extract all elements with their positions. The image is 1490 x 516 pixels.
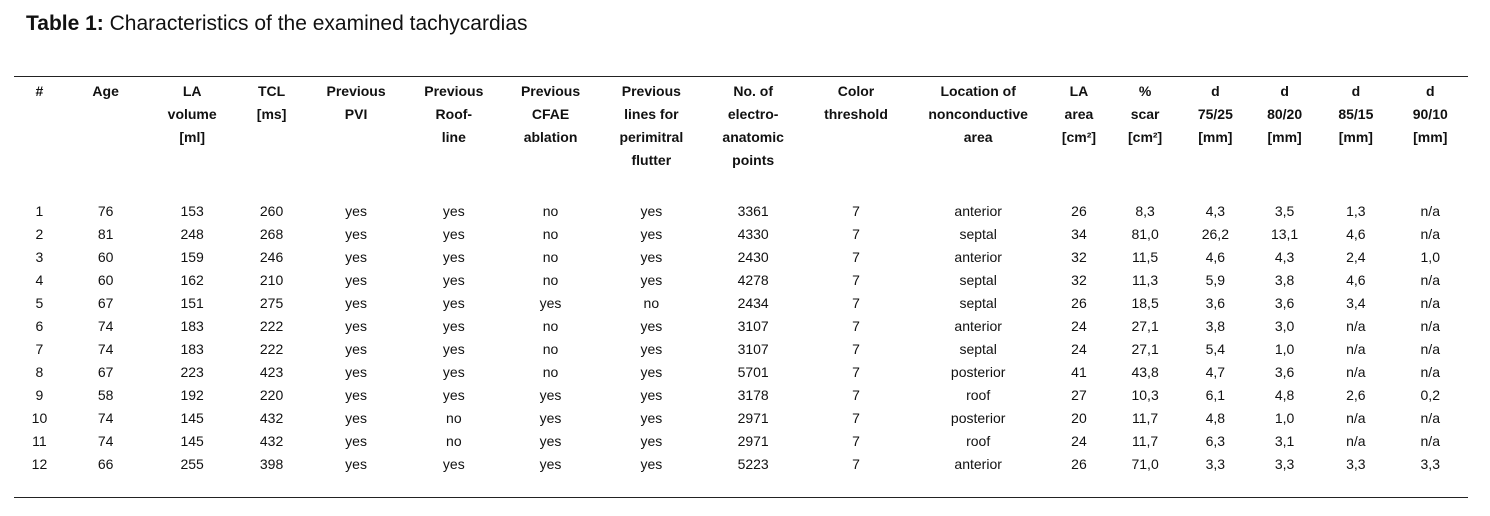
column-header: Previous Roof- line (424, 83, 484, 145)
table-cell: 11,7 (1132, 433, 1159, 449)
table-cell: 398 (259, 456, 284, 472)
table-cell: yes (539, 433, 562, 449)
table-cell: 41 (1071, 364, 1087, 380)
table-cell: 3107 (737, 341, 769, 357)
column-header: LA area [cm²] (1061, 83, 1097, 145)
table-cell: yes (640, 226, 663, 242)
column-header: No. of electro- anatomic points (722, 83, 784, 168)
table-cell: 5,4 (1205, 341, 1226, 357)
table-cell: 7 (852, 364, 860, 380)
table-cell: 183 (180, 341, 204, 357)
table-cell: 74 (97, 318, 114, 334)
column-header: Previous PVI (326, 83, 386, 122)
table-cell: 0,2 (1420, 387, 1440, 403)
table-row (14, 338, 1468, 361)
table-cell: septal (959, 226, 997, 242)
table-cell: no (542, 341, 559, 357)
table-cell: 71,0 (1131, 456, 1159, 472)
column-header: # (35, 83, 44, 99)
table-cell: 1,0 (1420, 249, 1440, 265)
table-title (26, 12, 528, 36)
table-header (14, 80, 1468, 200)
table-cell: roof (966, 433, 991, 449)
table-cell: 74 (97, 410, 114, 426)
table-cell: n/a (1420, 203, 1440, 219)
table-row (14, 384, 1468, 407)
table-cell: anterior (954, 249, 1002, 265)
table-cell: 60 (97, 249, 114, 265)
table-cell: 145 (180, 410, 204, 426)
table-row (14, 246, 1468, 269)
table-cell: 7 (852, 226, 860, 242)
table-cell: 2,6 (1346, 387, 1366, 403)
table-cell: 3,8 (1274, 272, 1295, 288)
header-row (14, 80, 1468, 200)
table-cell: 5701 (737, 364, 769, 380)
table-cell: 248 (180, 226, 204, 242)
table-cell: 423 (259, 364, 284, 380)
table-cell: yes (345, 203, 367, 219)
table-cell: yes (345, 318, 367, 334)
table-cell: 6,1 (1205, 387, 1226, 403)
table-cell: yes (640, 410, 663, 426)
table-cell: septal (959, 272, 997, 288)
table-cell: 4 (35, 272, 44, 288)
table-cell: 260 (259, 203, 284, 219)
table-cell: 81 (97, 226, 114, 242)
table-cell: yes (442, 295, 465, 311)
column-header: LA volume [ml] (167, 83, 217, 145)
table-cell: yes (640, 249, 663, 265)
table-cell: 183 (180, 318, 204, 334)
table-cell: anterior (954, 456, 1002, 472)
table-cell: posterior (950, 410, 1006, 426)
table-cell: yes (345, 226, 367, 242)
table-cell: yes (640, 364, 663, 380)
table-cell: 210 (259, 272, 284, 288)
table-cell: 159 (180, 249, 204, 265)
table-cell: 268 (259, 226, 284, 242)
table-title-text: Characteristics of the examined tachycardias (109, 12, 528, 35)
table-cell: 2,4 (1346, 249, 1366, 265)
table-row (14, 292, 1468, 315)
column-header: Age (92, 83, 119, 99)
table-cell: 4,3 (1205, 203, 1226, 219)
table-cell: 43,8 (1131, 364, 1159, 380)
table-cell: n/a (1346, 318, 1366, 334)
table-cell: 2434 (737, 295, 769, 311)
table-row (14, 315, 1468, 338)
table-cell: 3107 (737, 318, 769, 334)
table-cell: 1,3 (1346, 203, 1366, 219)
table-cell: 7 (852, 456, 860, 472)
table-row (14, 200, 1468, 223)
table-cell: 24 (1071, 433, 1087, 449)
table-cell: 74 (97, 433, 114, 449)
table-cell: 9 (35, 387, 44, 403)
table-cell: 12 (31, 456, 48, 472)
table-cell: yes (442, 387, 465, 403)
table-cell: no (643, 295, 660, 311)
table-cell: 246 (259, 249, 284, 265)
table-cell: 1,0 (1274, 341, 1295, 357)
table-cell: 27,1 (1131, 341, 1159, 357)
table-cell: 13,1 (1270, 226, 1299, 242)
table-cell: 7 (852, 341, 860, 357)
table-cell: 58 (97, 387, 114, 403)
table-cell: yes (442, 203, 465, 219)
table-cell: 7 (852, 318, 860, 334)
table-cell: 3,6 (1274, 364, 1295, 380)
table-cell: 4,7 (1205, 364, 1226, 380)
table-cell: 3,1 (1274, 433, 1295, 449)
table-cell: 223 (180, 364, 204, 380)
table-cell: yes (442, 456, 465, 472)
column-header: Previous CFAE ablation (520, 83, 581, 145)
table-row (14, 407, 1468, 430)
table-cell: 26,2 (1201, 226, 1229, 242)
table-cell: no (542, 249, 559, 265)
table-cell: 11,7 (1132, 410, 1159, 426)
table-row (14, 453, 1468, 476)
table-cell: 7 (852, 433, 860, 449)
table-cell: yes (345, 249, 367, 265)
column-header: d 75/25 [mm] (1197, 83, 1233, 145)
table-cell: 7 (35, 341, 44, 357)
table-cell: n/a (1346, 410, 1366, 426)
table-cell: yes (640, 318, 663, 334)
table-cell: 2 (35, 226, 44, 242)
table-cell: 432 (259, 433, 284, 449)
table-cell: 220 (259, 387, 284, 403)
table-cell: 7 (852, 203, 860, 219)
table-cell: 3,3 (1346, 456, 1366, 472)
table-cell: 3,3 (1420, 456, 1440, 472)
table-cell: posterior (950, 364, 1006, 380)
table-cell: 10,3 (1131, 387, 1159, 403)
table-cell: 6,3 (1205, 433, 1226, 449)
table-cell: 11,5 (1132, 249, 1159, 265)
table-cell: yes (640, 433, 663, 449)
table-cell: 34 (1071, 226, 1087, 242)
column-header: d 90/10 [mm] (1412, 83, 1448, 145)
table-cell: 3,8 (1205, 318, 1226, 334)
characteristics-table (14, 80, 1468, 476)
column-header: d 80/20 [mm] (1267, 83, 1303, 145)
table-cell: 3,5 (1274, 203, 1295, 219)
table-cell: 24 (1071, 318, 1087, 334)
table-cell: n/a (1420, 226, 1440, 242)
table-cell: yes (345, 456, 367, 472)
table-cell: 3,0 (1274, 318, 1295, 334)
table-cell: 222 (259, 318, 284, 334)
table-cell: 6 (35, 318, 44, 334)
table-cell: 26 (1071, 203, 1087, 219)
table-cell: 3,3 (1205, 456, 1226, 472)
table-cell: 3,3 (1274, 456, 1295, 472)
table-cell: n/a (1346, 341, 1366, 357)
table-cell: 222 (259, 341, 284, 357)
table-cell: yes (640, 387, 663, 403)
table-cell: 192 (180, 387, 204, 403)
table-cell: n/a (1420, 433, 1440, 449)
table-cell: 3,6 (1274, 295, 1295, 311)
table-cell: 67 (97, 295, 114, 311)
table-cell: 20 (1071, 410, 1087, 426)
table-cell: yes (345, 410, 367, 426)
table-cell: 4,6 (1346, 226, 1366, 242)
table-cell: 67 (97, 364, 114, 380)
table-cell: 27 (1071, 387, 1087, 403)
table-cell: n/a (1346, 364, 1366, 380)
table-cell: n/a (1346, 433, 1366, 449)
table-cell: yes (539, 295, 562, 311)
table-cell: n/a (1420, 410, 1440, 426)
table-cell: anterior (954, 318, 1002, 334)
table-cell: 145 (180, 433, 204, 449)
table-cell: 81,0 (1131, 226, 1159, 242)
table-cell: 60 (97, 272, 114, 288)
table-body (14, 200, 1468, 476)
column-header: TCL [ms] (256, 83, 287, 122)
table-cell: 26 (1071, 456, 1087, 472)
table-cell: yes (539, 387, 562, 403)
table-cell: 1 (35, 203, 44, 219)
table-cell: yes (345, 387, 367, 403)
table-cell: 24 (1071, 341, 1087, 357)
table-cell: 4,8 (1205, 410, 1226, 426)
table-cell: no (542, 318, 559, 334)
table-cell: 7 (852, 387, 860, 403)
table-cell: no (542, 226, 559, 242)
table-cell: 11 (32, 433, 47, 449)
table-cell: yes (539, 410, 562, 426)
table-cell: 76 (97, 203, 114, 219)
table-cell: 4278 (737, 272, 769, 288)
table-cell: yes (442, 226, 465, 242)
table-cell: yes (442, 318, 465, 334)
table-cell: 432 (259, 410, 284, 426)
table-cell: n/a (1420, 318, 1440, 334)
table-cell: 7 (852, 272, 860, 288)
table-cell: 3,6 (1205, 295, 1226, 311)
table-cell: 153 (180, 203, 204, 219)
table-cell: yes (345, 364, 367, 380)
table-cell: yes (442, 272, 465, 288)
table-cell: n/a (1420, 272, 1440, 288)
table-cell: yes (345, 433, 367, 449)
table-cell: n/a (1420, 295, 1440, 311)
table-cell: 7 (852, 295, 860, 311)
table-cell: 10 (31, 410, 48, 426)
table-cell: yes (640, 203, 663, 219)
table-cell: anterior (954, 203, 1002, 219)
table-cell: n/a (1420, 364, 1440, 380)
table-cell: 8 (35, 364, 44, 380)
table-cell: 5,9 (1205, 272, 1226, 288)
table-cell: 255 (180, 456, 204, 472)
table-cell: 18,5 (1131, 295, 1159, 311)
table-cell: 27,1 (1131, 318, 1159, 334)
table-cell: 4,3 (1274, 249, 1295, 265)
table-row (14, 361, 1468, 384)
table-title-prefix: Table 1: (26, 12, 104, 35)
column-header: % scar [cm²] (1128, 83, 1163, 145)
table-cell: roof (966, 387, 991, 403)
table-cell: 7 (852, 249, 860, 265)
table-cell: no (542, 272, 559, 288)
table-cell: 32 (1071, 249, 1087, 265)
table-cell: no (542, 203, 559, 219)
table-cell: 5223 (737, 456, 769, 472)
column-header: d 85/15 [mm] (1338, 83, 1374, 145)
table-cell: 3,4 (1346, 295, 1366, 311)
table-cell: 3 (35, 249, 44, 265)
table-cell: yes (640, 456, 663, 472)
table-cell: 2971 (737, 433, 769, 449)
table-cell: yes (345, 341, 367, 357)
table-cell: 275 (259, 295, 284, 311)
table-cell: yes (345, 272, 367, 288)
table-cell: yes (442, 364, 465, 380)
table-cell: 2971 (737, 410, 769, 426)
table-cell: septal (959, 341, 997, 357)
table-cell: 8,3 (1135, 203, 1155, 219)
table-cell: 11,3 (1132, 272, 1159, 288)
table-cell: no (446, 410, 462, 426)
table-cell: 3178 (737, 387, 769, 403)
table-cell: 151 (180, 295, 204, 311)
table-cell: no (446, 433, 462, 449)
table-cell: 4,8 (1274, 387, 1295, 403)
table-row (14, 269, 1468, 292)
table-cell: 1,0 (1274, 410, 1295, 426)
table-cell: 26 (1071, 295, 1087, 311)
table-cell: 4,6 (1346, 272, 1366, 288)
column-header: Location of nonconductive area (928, 83, 1028, 145)
table-cell: 3361 (737, 203, 769, 219)
table-cell: 4,6 (1205, 249, 1226, 265)
table-cell: yes (345, 295, 367, 311)
table-row (14, 223, 1468, 246)
top-rule (14, 76, 1468, 77)
table-cell: septal (959, 295, 997, 311)
table-cell: 74 (97, 341, 114, 357)
table-cell: 162 (180, 272, 204, 288)
table-cell: n/a (1420, 341, 1440, 357)
table-cell: yes (640, 272, 663, 288)
table-cell: 4330 (737, 226, 769, 242)
column-header: Color threshold (824, 83, 888, 122)
table-cell: 5 (35, 295, 44, 311)
table-cell: yes (539, 456, 562, 472)
table-cell: 66 (97, 456, 114, 472)
table-cell: yes (442, 341, 465, 357)
table-cell: 32 (1071, 272, 1087, 288)
table-cell: no (542, 364, 559, 380)
bottom-rule (14, 497, 1468, 498)
table-cell: yes (640, 341, 663, 357)
column-header: Previous lines for perimitral flutter (619, 83, 684, 168)
table-cell: 7 (852, 410, 860, 426)
table-cell: 2430 (737, 249, 769, 265)
table-row (14, 430, 1468, 453)
table-cell: yes (442, 249, 465, 265)
